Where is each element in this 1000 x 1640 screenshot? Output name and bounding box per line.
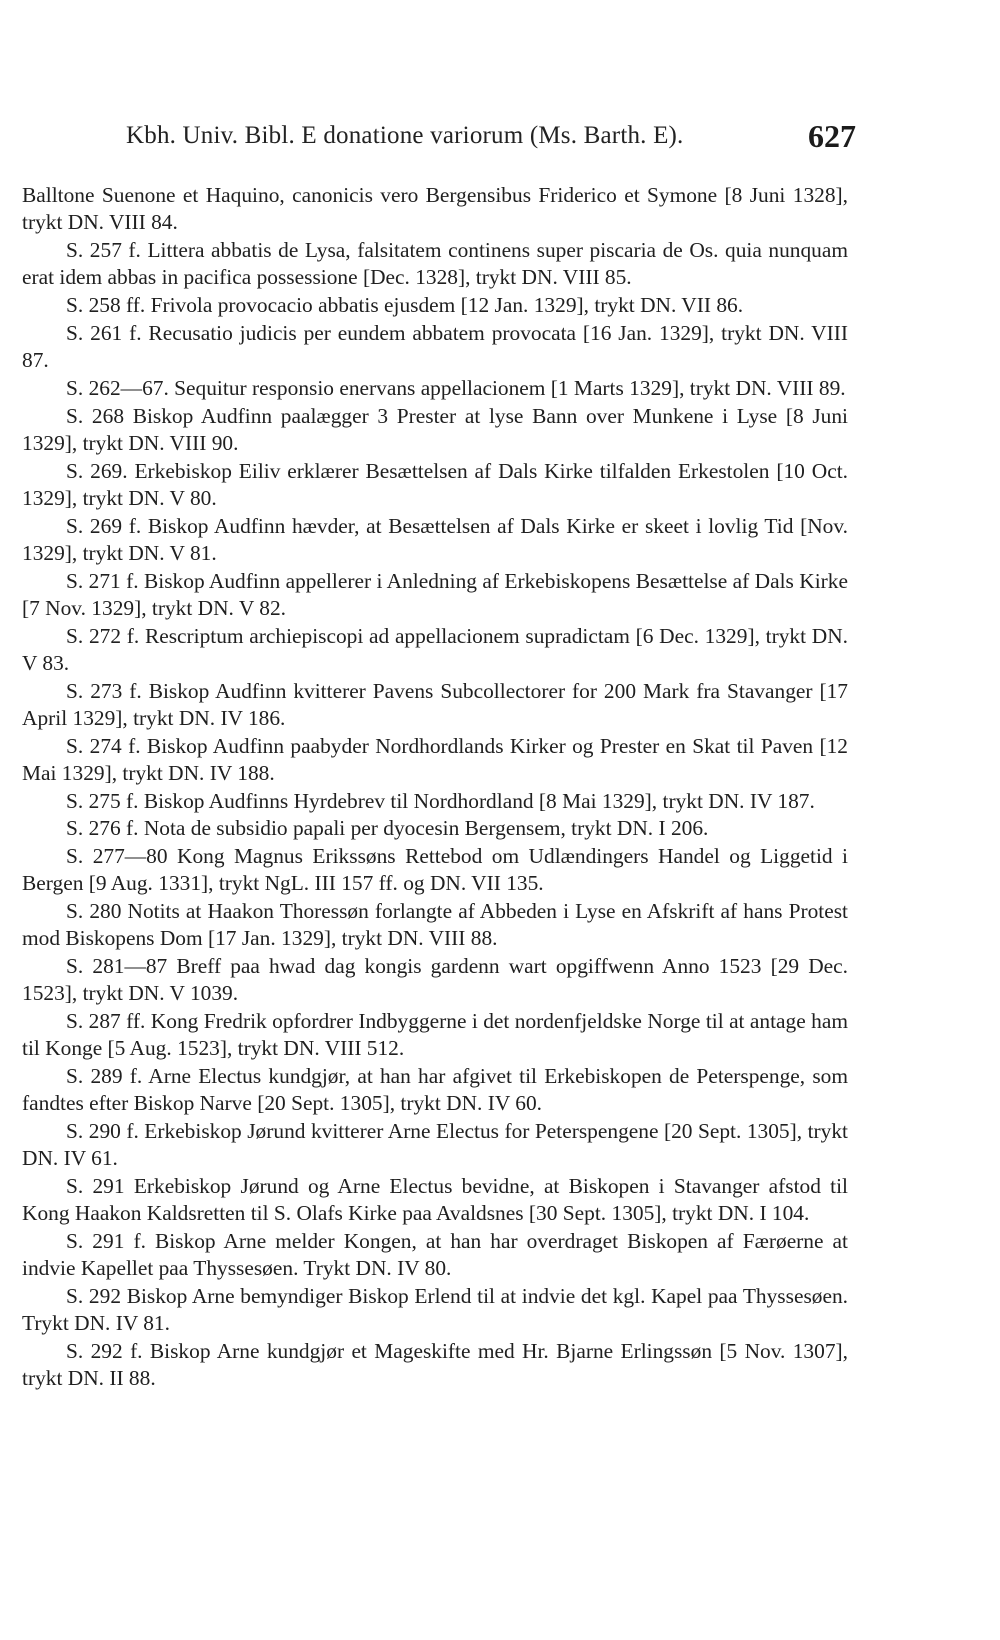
catalog-entry: S. 269. Erkebiskop Eiliv erklærer Besættelsen af Dals Kirke tilfalden Erkestolen [10 Oct. 1329], trykt DN. V 80. (22, 458, 848, 510)
entry-list (22, 182, 848, 1393)
catalog-entry: S. 277—80 Kong Magnus Erikssøns Rettebod om Udlændingers Handel og Liggetid i Bergen [9 Aug. 1331], trykt NgL. III 157 ff. og DN. VII 135. (22, 844, 848, 896)
catalog-entry: S. 292 f. Biskop Arne kundgjør et Mageskifte med Hr. Bjarne Erlingssøn [5 Nov. 1307], trykt DN. II 88. (22, 1339, 848, 1391)
catalog-entry: S. 271 f. Biskop Audfinn appellerer i Anledning af Erkebiskopens Besættelse af Dals Kirke [7 Nov. 1329], trykt DN. V 82. (22, 568, 848, 620)
catalog-entry: S. 292 Biskop Arne bemyndiger Biskop Erlend til at indvie det kgl. Kapel paa Thyssesøen. Trykt DN. IV 81. (22, 1284, 848, 1336)
catalog-entry: S. 291 Erkebiskop Jørund og Arne Electus bevidne, at Biskopen i Stavanger afstod til Kong Haakon Kaldsretten til S. Olafs Kirke paa Avaldsnes [30 Sept. 1305], trykt DN. I 104. (22, 1174, 848, 1226)
page-number: 627 (808, 118, 856, 154)
catalog-entry: S. 291 f. Biskop Arne melder Kongen, at han har overdraget Biskopen af Færøerne at indvie Kapellet paa Thyssesøen. Trykt DN. IV 80. (22, 1229, 848, 1281)
catalog-entry: S. 257 f. Littera abbatis de Lysa, falsitatem continens super piscaria de Os. quia nunquam erat idem abbas in pacifica possessione [Dec. 1328], trykt DN. VIII 85. (22, 238, 848, 290)
entry-continuation: Balltone Suenone et Haquino, canonicis vero Bergensibus Friderico et Symone [8 Juni 1328], trykt DN. VIII 84. (22, 183, 848, 235)
running-header (126, 118, 856, 158)
catalog-entry: S. 273 f. Biskop Audfinn kvitterer Pavens Subcollectorer for 200 Mark fra Stavanger [17 April 1329], trykt DN. IV 186. (22, 678, 848, 730)
catalog-entry: S. 272 f. Rescriptum archiepiscopi ad appellacionem supradictam [6 Dec. 1329], trykt DN. V 83. (22, 623, 848, 675)
catalog-entry: S. 268 Biskop Audfinn paalægger 3 Prester at lyse Bann over Munkene i Lyse [8 Juni 1329], trykt DN. VIII 90. (22, 403, 848, 455)
catalog-entry: S. 289 f. Arne Electus kundgjør, at han har afgivet til Erkebiskopen de Peterspenge, som fandtes efter Biskop Narve [20 Sept. 1305], trykt DN. IV 60. (22, 1064, 848, 1116)
running-title: Kbh. Univ. Bibl. E donatione variorum (Ms. Barth. E). (126, 122, 684, 149)
catalog-entry: S. 269 f. Biskop Audfinn hævder, at Besættelsen af Dals Kirke er skeet i lovlig Tid [Nov. 1329], trykt DN. V 81. (22, 513, 848, 565)
catalog-entry: S. 258 ff. Frivola provocacio abbatis ejusdem [12 Jan. 1329], trykt DN. VII 86. (66, 293, 744, 317)
catalog-entry: S. 261 f. Recusatio judicis per eundem abbatem provocata [16 Jan. 1329], trykt DN. VIII 87. (22, 320, 848, 372)
catalog-entry: S. 276 f. Nota de subsidio papali per dyocesin Bergensem, trykt DN. I 206. (66, 816, 709, 841)
catalog-entry: S. 274 f. Biskop Audfinn paabyder Nordhordlands Kirker og Prester en Skat til Paven [12 Mai 1329], trykt DN. IV 188. (22, 733, 848, 785)
catalog-entry: S. 280 Notits at Haakon Thoressøn forlangte af Abbeden i Lyse en Afskrift af hans Protest mod Biskopens Dom [17 Jan. 1329], trykt DN. VIII 88. (22, 899, 848, 951)
catalog-entry: S. 281—87 Breff paa hwad dag kongis gardenn wart opgiffwenn Anno 1523 [29 Dec. 1523], trykt DN. V 1039. (22, 954, 848, 1006)
catalog-entry: S. 290 f. Erkebiskop Jørund kvitterer Arne Electus for Peterspengene [20 Sept. 1305], trykt DN. IV 61. (22, 1119, 848, 1171)
catalog-entry: S. 287 ff. Kong Fredrik opfordrer Indbyggerne i det nordenfjeldske Norge til at antage ham til Konge [5 Aug. 1523], trykt DN. VIII 512. (22, 1009, 848, 1061)
catalog-entry: S. 262—67. Sequitur responsio enervans appellacionem [1 Marts 1329], trykt DN. VIII 89. (66, 375, 846, 400)
catalog-entry: S. 275 f. Biskop Audfinns Hyrdebrev til Nordhordland [8 Mai 1329], trykt DN. IV 187. (66, 788, 815, 813)
